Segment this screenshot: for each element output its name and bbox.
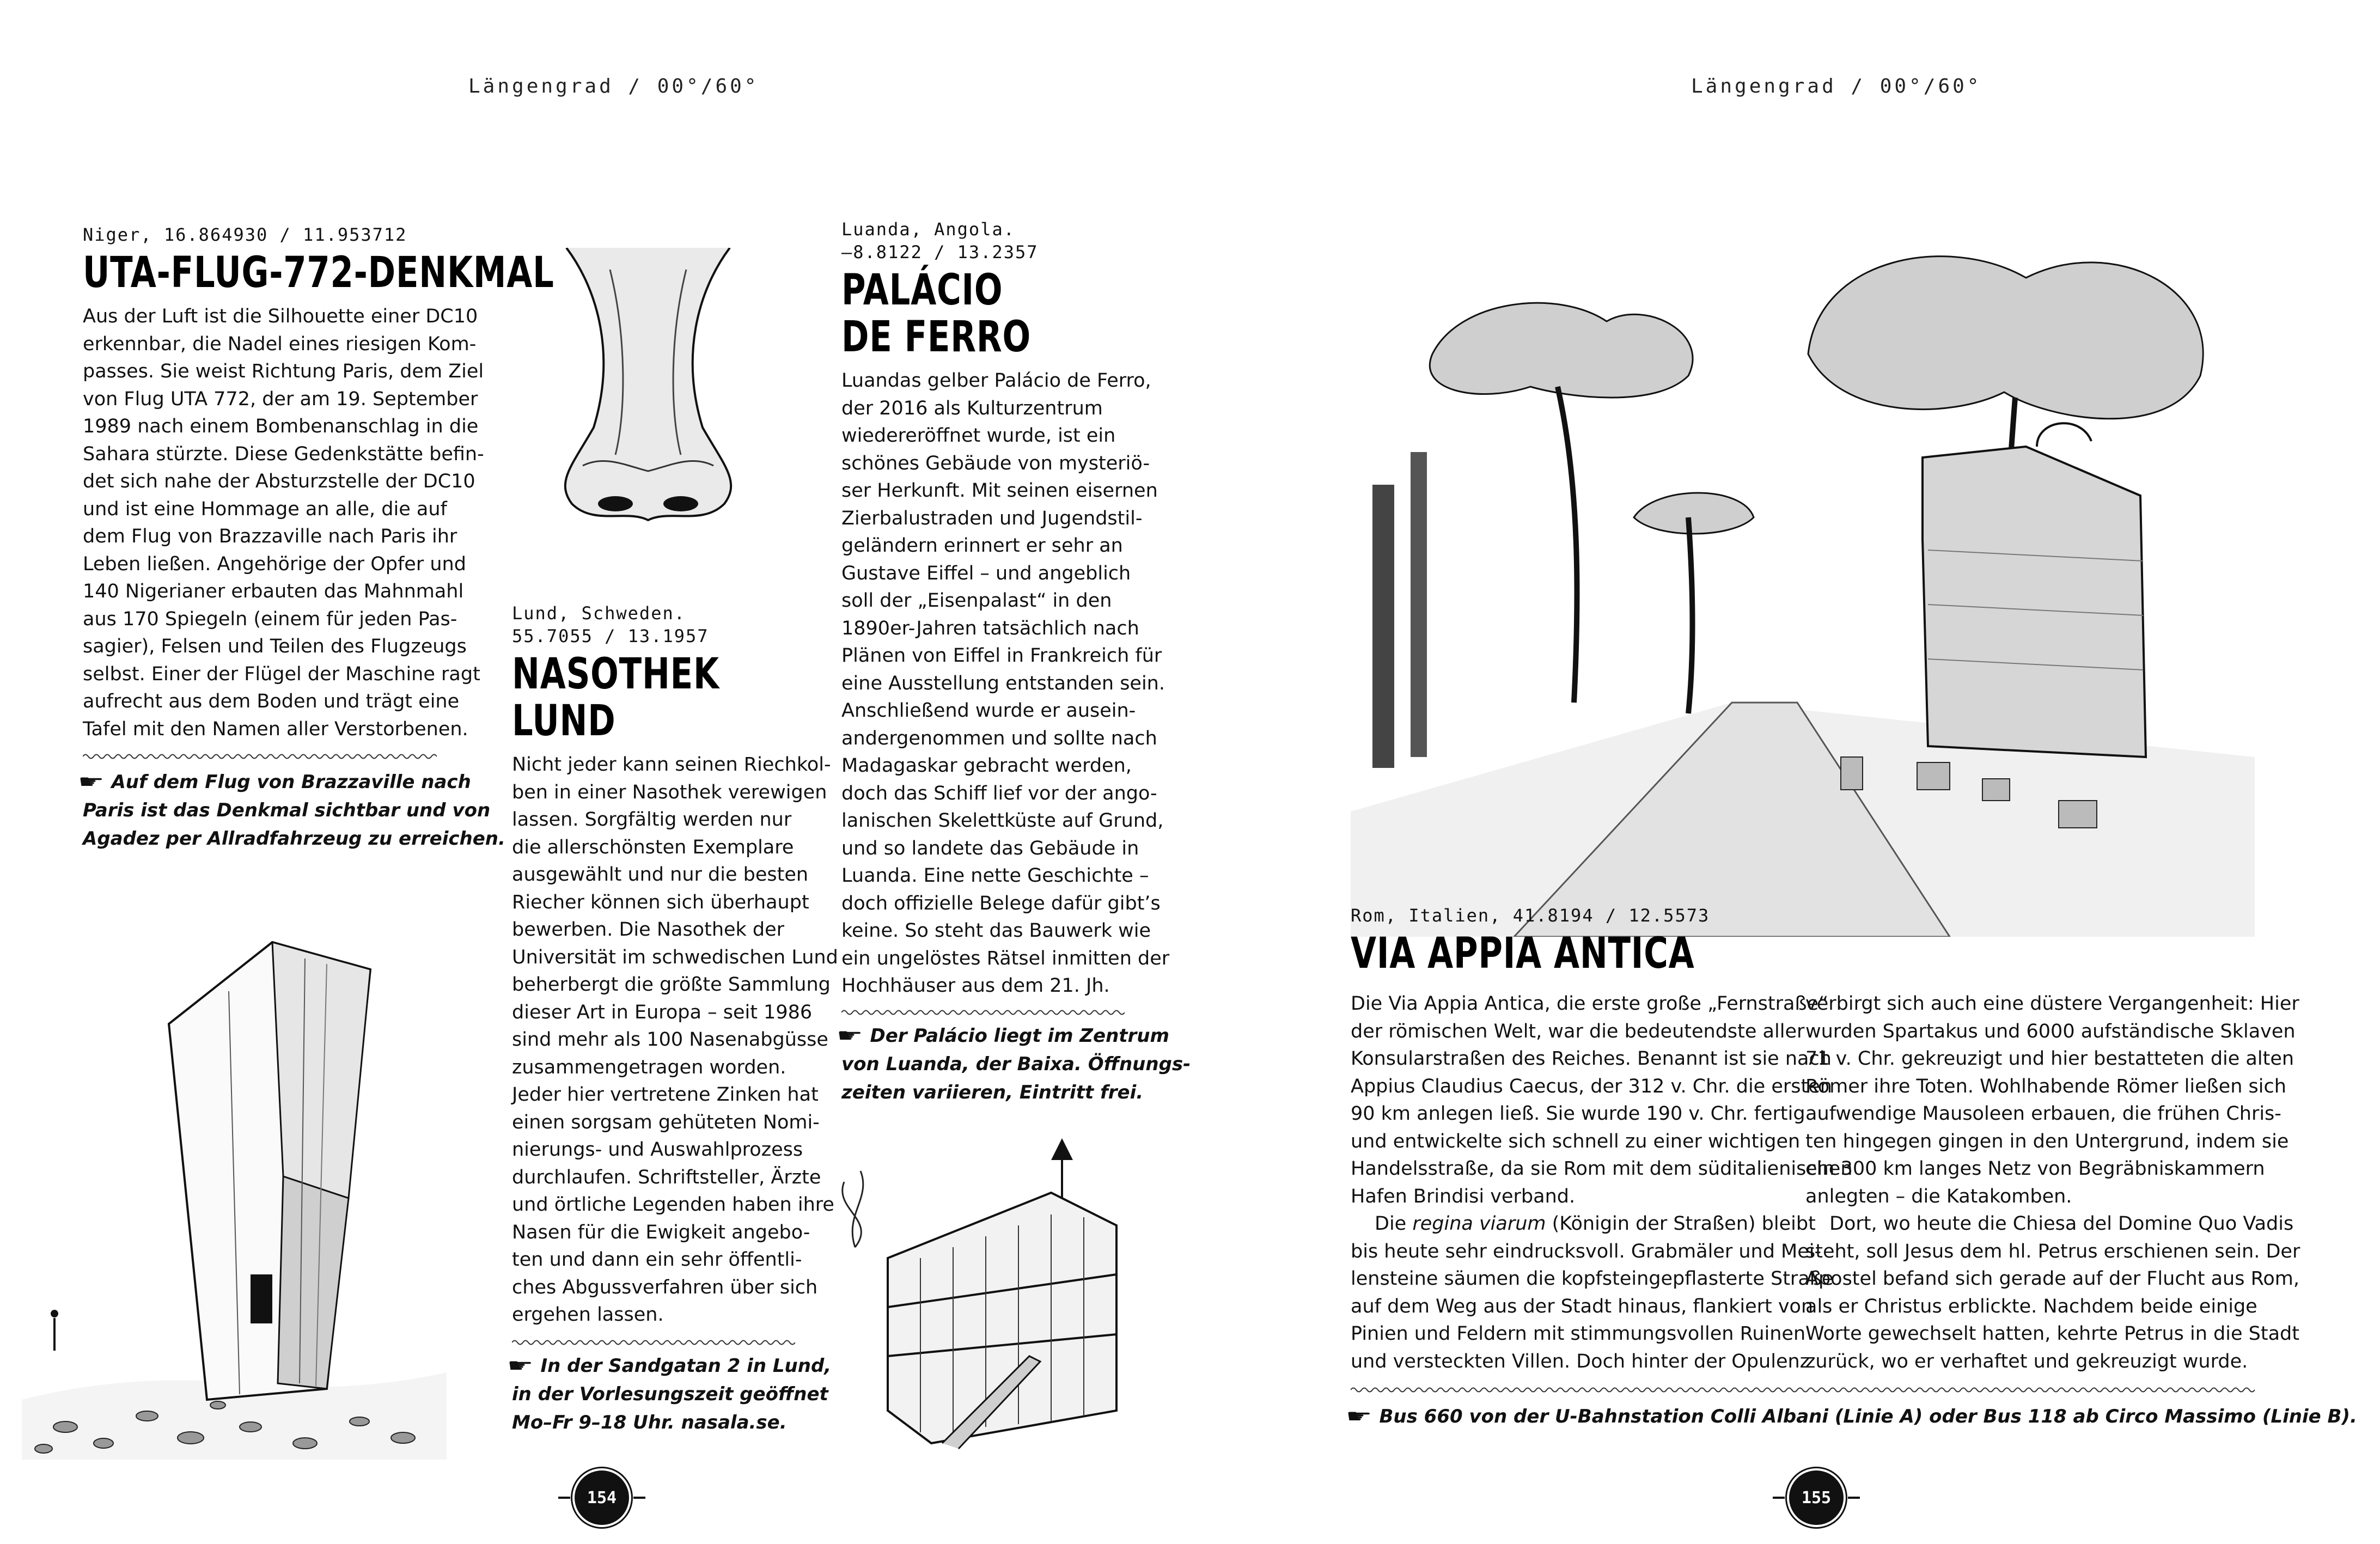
divider-wavy: [1351, 1386, 2255, 1394]
text-line: Apostel befand sich gerade auf der Flucht aus Rom,: [1805, 1268, 2299, 1290]
luanda-coordinates: [841, 218, 1146, 264]
text-line: Zierbalustraden und Jugendstil-: [841, 507, 1143, 529]
text-line: bewerben. Die Nasothek der: [512, 919, 785, 941]
text-line: Anschließend wurde er ausein-: [841, 700, 1136, 722]
text-line: ben in einer Nasothek verewigen: [512, 781, 827, 803]
text-line: ten hingegen gingen in den Untergrund, indem sie: [1805, 1130, 2289, 1152]
text-line: keine. So steht das Bauwerk wie: [841, 920, 1151, 942]
text-line: 71 v. Chr. gekreuzigt und hier bestatteten die alten: [1805, 1048, 2294, 1070]
text-line: Aus der Luft ist die Silhouette einer DC10: [83, 306, 478, 327]
lund-body: [512, 751, 838, 1329]
niger-tip: [77, 768, 505, 853]
tip-line: [512, 1380, 828, 1408]
tip-text: Agadez per Allradfahrzeug zu erreichen.: [83, 828, 505, 850]
text-line: ser Herkunft. Mit seinen eisernen: [841, 480, 1158, 502]
text-line: bis heute sehr eindrucksvoll. Grabmäler und Mei-: [1351, 1240, 1822, 1262]
text-line: und so landete das Gebäude in: [841, 837, 1139, 859]
rom-column-1: [1351, 990, 1853, 1375]
text-line: Handelsstraße, da sie Rom mit dem süditalienischen: [1351, 1158, 1853, 1180]
text-line: dem Flug von Brazzaville nach Paris ihr: [83, 526, 457, 547]
text-run: (Königin der Straßen) bleibt: [1546, 1213, 1816, 1235]
page-number-dash: [633, 1497, 645, 1499]
text-line: und versteckten Villen. Doch hinter der Opulenz: [1351, 1350, 1810, 1372]
divider-wavy: [83, 753, 437, 760]
lund-location: Lund, Schweden.: [512, 603, 686, 624]
text-line: passes. Sie weist Richtung Paris, dem Ziel: [83, 361, 484, 382]
monument-illustration: [22, 893, 447, 1460]
text-line: die allerschönsten Exemplare: [512, 836, 794, 858]
tip-text: zeiten variieren, Eintritt frei.: [841, 1081, 1144, 1103]
luanda-tip: [836, 1022, 1191, 1107]
text-line: 90 km anlegen ließ. Sie wurde 190 v. Chr. fertig: [1351, 1103, 1805, 1125]
text-line: Luanda. Eine nette Geschichte –: [841, 865, 1149, 887]
tip-line: [512, 1408, 806, 1437]
tip-line: [836, 1022, 1169, 1050]
lund-title-line2: LUND: [512, 697, 616, 746]
text-line: steht, soll Jesus dem hl. Petrus erschienen sein. Der: [1805, 1240, 2300, 1262]
luanda-latlon: –8.8122 / 13.2357: [841, 242, 1039, 263]
divider-wavy: [512, 1339, 795, 1346]
text-line: lanischen Skelettküste auf Grund,: [841, 810, 1164, 832]
tip-line: [77, 768, 471, 796]
tip-line: [83, 796, 491, 825]
pointing-hand-icon: ☛: [77, 771, 105, 793]
tip-line: [841, 1078, 1146, 1107]
text-line: ten und dann ein sehr öffentli-: [512, 1249, 802, 1271]
text-line: Tafel mit den Namen aller Verstorbenen.: [83, 718, 468, 740]
text-line: Gustave Eiffel – und angeblich: [841, 562, 1131, 584]
text-line: und ist eine Hommage an alle, die auf: [83, 498, 447, 520]
page-number-dash: [1773, 1497, 1785, 1499]
text-line: doch offizielle Belege dafür gibt’s: [841, 892, 1161, 914]
text-line: Universität im schwedischen Lund: [512, 946, 838, 968]
luanda-body: [841, 367, 1170, 1000]
page-number-right: 155: [1789, 1470, 1844, 1525]
divider-wavy: [841, 1009, 1125, 1016]
palace-illustration: [822, 1127, 1127, 1454]
rom-section: [1351, 904, 2255, 977]
tip-text: In der Sandgatan 2 in Lund,: [540, 1354, 832, 1377]
luanda-title-line1: PALÁCIO: [841, 266, 1003, 315]
text-line: als er Christus erblickte. Nachdem beide einige: [1805, 1295, 2257, 1317]
text-run-italic: regina viarum: [1412, 1213, 1546, 1235]
text-run: Die: [1375, 1213, 1413, 1235]
running-header-right: Längengrad / 00°/60°: [1691, 75, 1982, 97]
text-line: und örtliche Legenden haben ihre: [512, 1194, 834, 1216]
text-line: erkennbar, die Nadel eines riesigen Kom-: [83, 333, 477, 355]
text-line: durchlaufen. Schriftsteller, Ärzte: [512, 1166, 821, 1188]
text-line: beherbergt die größte Sammlung: [512, 974, 831, 996]
text-line: und entwickelte sich schnell zu einer wichtigen: [1351, 1130, 1801, 1152]
lund-latlon: 55.7055 / 13.1957: [512, 626, 709, 646]
text-line: von Flug UTA 772, der am 19. September: [83, 388, 478, 410]
text-line: ausgewählt und nur die besten: [512, 864, 809, 886]
page-number-left: 154: [575, 1470, 629, 1525]
niger-title: UTA-FLUG-772-DENKMAL: [83, 248, 554, 297]
text-line: 140 Nigerianer erbauten das Mahnmahl: [83, 581, 464, 602]
text-line: doch das Schiff lief vor der ango-: [841, 782, 1157, 804]
text-line: Leben ließen. Angehörige der Opfer und: [83, 553, 466, 575]
text-line: Dort, wo heute die Chiesa del Domine Quo Vadis: [1829, 1213, 2294, 1235]
tip-line: [83, 825, 505, 853]
text-line: wurden Spartakus und 6000 aufständische Sklaven: [1805, 1020, 2296, 1042]
text-line: eine Ausstellung entstanden sein.: [841, 672, 1165, 694]
page-number-dash: [558, 1497, 570, 1499]
text-line: det sich nahe der Absturzstelle der DC10: [83, 471, 475, 492]
text-line: Römer ihre Toten. Wohlhabende Römer ließen sich: [1805, 1075, 2286, 1097]
lund-coordinates: [512, 602, 806, 648]
text-line: Nasen für die Ewigkeit angebo-: [512, 1221, 810, 1243]
text-line: auf dem Weg aus der Stadt hinaus, flankiert von: [1351, 1295, 1814, 1317]
text-line: dieser Art in Europa – seit 1986: [512, 1001, 813, 1023]
text-line: verbirgt sich auch eine düstere Vergangenheit: Hier: [1805, 993, 2299, 1015]
rom-col1-para1: [1351, 990, 1853, 1210]
text-line: zurück, wo er verhaftet und gekreuzigt wurde.: [1805, 1350, 2248, 1372]
text-line: Riecher können sich überhaupt: [512, 891, 809, 913]
text-line: Madagaskar gebracht werden,: [841, 755, 1132, 777]
text-line: Die Via Appia Antica, die erste große „Fernstraße“: [1351, 993, 1829, 1015]
tip-text: Paris ist das Denkmal sichtbar und von: [83, 800, 491, 821]
lund-section: [506, 602, 838, 1437]
tip-text: Auf dem Flug von Brazzaville nach: [111, 771, 471, 793]
rom-col2-para2: [1805, 1210, 2300, 1375]
niger-body: [83, 303, 484, 743]
text-line: lassen. Sorgfältig werden nur: [512, 809, 792, 831]
rom-tip: [1345, 1402, 2357, 1431]
rom-col2-para1: [1805, 990, 2299, 1210]
tip-text: in der Vorlesungszeit geöffnet: [512, 1383, 828, 1405]
pointing-hand-icon: ☛: [1345, 1406, 1372, 1427]
tip-text: Mo–Fr 9–18 Uhr. nasala.se.: [512, 1411, 787, 1433]
text-line: geländern erinnert er sehr an: [841, 535, 1123, 557]
tip-line: [506, 1352, 832, 1380]
rom-title: VIA APPIA ANTICA: [1351, 929, 1695, 978]
text-line: wiedereröffnet wurde, ist ein: [841, 425, 1116, 447]
rom-col1-para2-first-line: [1351, 1210, 1816, 1238]
text-line: 1989 nach einem Bombenanschlag in die: [83, 416, 479, 437]
rom-column-2: [1805, 990, 2300, 1375]
luanda-location: Luanda, Angola.: [841, 219, 1015, 240]
text-line: aufrecht aus dem Boden und trägt eine: [83, 691, 460, 712]
via-appia-illustration: [1351, 212, 2255, 937]
lund-tip: [506, 1352, 832, 1437]
tip-text: von Luanda, der Baixa. Öffnungs-: [841, 1053, 1191, 1075]
text-line: Hafen Brindisi verband.: [1351, 1185, 1576, 1207]
text-line: andergenommen und sollte nach: [841, 727, 1157, 749]
text-line: der römischen Welt, war die bedeutendste aller: [1351, 1020, 1805, 1042]
nose-illustration: [534, 248, 762, 531]
text-line: Konsularstraßen des Reiches. Benannt ist sie nach: [1351, 1048, 1832, 1070]
rom-tip-text: Bus 660 von der U-Bahnstation Colli Albani (Linie A) oder Bus 118 ab Circo Massimo (Linie B).: [1379, 1406, 2357, 1427]
text-line: der 2016 als Kulturzentrum: [841, 397, 1103, 419]
text-line: Hochhäuser aus dem 21. Jh.: [841, 975, 1110, 997]
text-line: Appius Claudius Caecus, der 312 v. Chr. die ersten: [1351, 1075, 1832, 1097]
luanda-section: [836, 218, 1191, 1107]
lund-title-line1: NASOTHEK: [512, 650, 719, 699]
text-line: Worte gewechselt hatten, kehrte Petrus in die Stadt: [1805, 1323, 2299, 1345]
pointing-hand-icon: ☛: [506, 1354, 534, 1377]
text-line: ches Abgussverfahren über sich: [512, 1276, 818, 1298]
text-line: aufwendige Mausoleen erbauen, die frühen Chris-: [1805, 1103, 2281, 1125]
text-line: sind mehr als 100 Nasenabgüsse: [512, 1029, 828, 1051]
text-line: Plänen von Eiffel in Frankreich für: [841, 645, 1162, 667]
tip-text: Der Palácio liegt im Zentrum: [870, 1024, 1169, 1047]
text-line: selbst. Einer der Flügel der Maschine ragt: [83, 663, 480, 685]
niger-coordinates: Niger, 16.864930 / 11.953712: [83, 224, 407, 245]
text-line: zusammengetragen worden.: [512, 1056, 786, 1078]
text-line: sagier), Felsen und Teilen des Flugzeugs: [83, 636, 467, 657]
running-header-left: Längengrad / 00°/60°: [468, 75, 759, 97]
text-line: Luandas gelber Palácio de Ferro,: [841, 370, 1151, 392]
page-number-dash: [1848, 1497, 1860, 1499]
text-line: schönes Gebäude von mysteriö-: [841, 452, 1150, 474]
text-line: aus 170 Spiegeln (einem für jeden Pas-: [83, 608, 457, 630]
text-line: Pinien und Feldern mit stimmungsvollen Ruinen: [1351, 1323, 1806, 1345]
luanda-title-line2: DE FERRO: [841, 313, 1032, 362]
rom-coordinates: Rom, Italien, 41.8194 / 12.5573: [1351, 905, 1710, 926]
text-line: anlegten – die Katakomben.: [1805, 1185, 2072, 1207]
text-line: ein 300 km langes Netz von Begräbniskammern: [1805, 1158, 2265, 1180]
rom-col1-para2: [1351, 1238, 1834, 1376]
text-line: Nicht jeder kann seinen Riechkol-: [512, 754, 831, 776]
pointing-hand-icon: ☛: [836, 1024, 863, 1047]
text-line: ergehen lassen.: [512, 1304, 664, 1326]
text-line: Jeder hier vertretene Zinken hat: [512, 1084, 819, 1106]
text-line: einen sorgsam gehüteten Nomi-: [512, 1111, 820, 1133]
text-line: 1890er-Jahren tatsächlich nach: [841, 617, 1139, 639]
tip-line: [841, 1050, 1191, 1078]
text-line: lensteine säumen die kopfsteingepflasterte Straße: [1351, 1268, 1834, 1290]
text-line: soll der „Eisenpalast“ in den: [841, 590, 1112, 612]
text-line: ein ungelöstes Rätsel inmitten der: [841, 947, 1170, 969]
text-line: Sahara stürzte. Diese Gedenkstätte befin-: [83, 443, 484, 465]
niger-section: [77, 223, 554, 853]
text-line: nierungs- und Auswahlprozess: [512, 1139, 803, 1161]
